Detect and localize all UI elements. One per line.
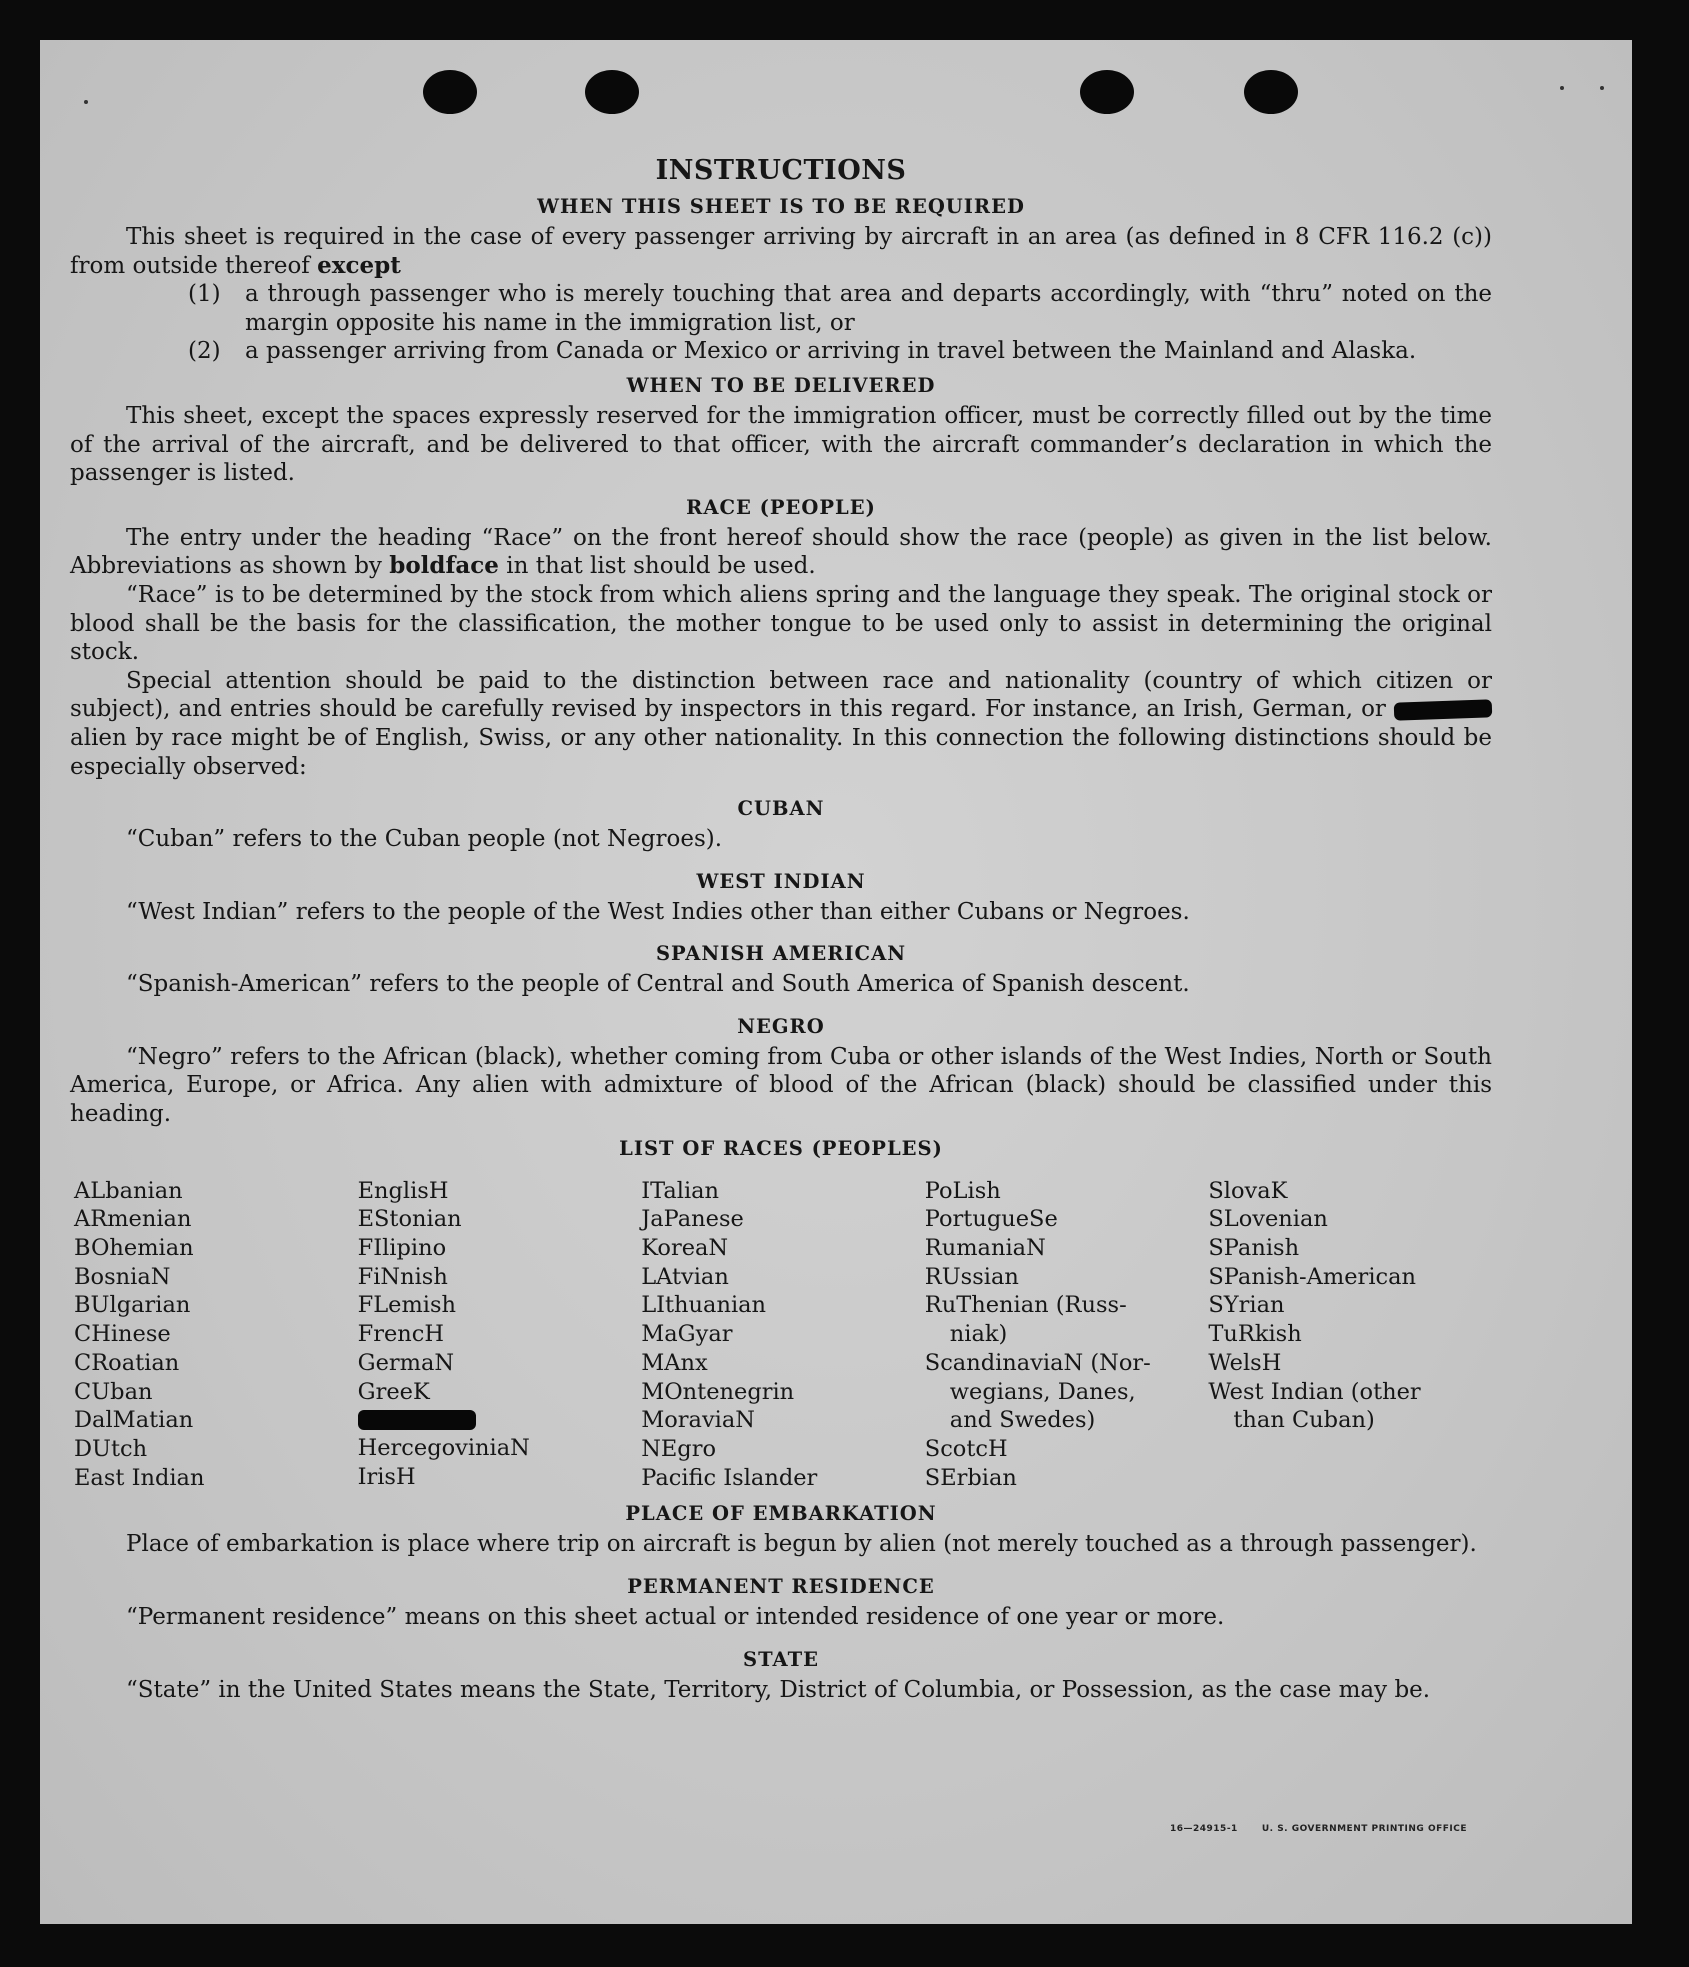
race-item: SLovenian xyxy=(1208,1206,1328,1233)
race-column xyxy=(1208,1177,1492,1493)
redaction-mark xyxy=(358,1410,476,1430)
cuban-text: “Cuban” refers to the Cuban people (not Negroes). xyxy=(126,826,723,853)
race-item: JaPanese xyxy=(641,1206,744,1233)
race-column xyxy=(358,1177,642,1493)
race-paragraph-2: “Race” is to be determined by the stock from which aliens spring and the language they speak. The original stock or blood shall be the basis for the classification, the mother tongue to be used only to assist in determining the original stock. xyxy=(70,581,1492,666)
race-item: BUlgarian xyxy=(74,1292,191,1319)
heading-negro: NEGRO xyxy=(737,1014,825,1038)
race-item: PortugueSe xyxy=(924,1206,1058,1233)
required-item: (1) a through passenger who is merely touching that area and departs accordingly, with “thru” noted on the margin opposite his name in the immigration list, or xyxy=(188,281,1492,336)
west-indian-text: “West Indian” refers to the people of the West Indies other than either Cubans or Negroes. xyxy=(126,898,1190,925)
race-item: FLemish xyxy=(357,1292,457,1319)
speck xyxy=(1600,86,1604,90)
heading-race: RACE (PEOPLE) xyxy=(686,495,876,519)
state-text: “State” in the United States means the State, Territory, District of Columbia, or Possession, as the case may be. xyxy=(126,1676,1431,1703)
race-column xyxy=(74,1177,358,1493)
race-item: DUtch xyxy=(74,1435,148,1462)
race-item: ScandinaviaN (Nor- xyxy=(924,1349,1151,1376)
speck xyxy=(1560,86,1564,90)
race-item: ScotcH xyxy=(924,1435,1008,1462)
race-item: ALbanian xyxy=(74,1177,183,1204)
race-item: BosniaN xyxy=(74,1263,171,1290)
race-item-continued: niak) xyxy=(949,1321,1008,1348)
required-intro: This sheet is required in the case of every passenger arriving by aircraft in an area (as defined in 8 CFR 116.2 (c)) from outside thereof except xyxy=(70,224,1492,279)
race-item: SPanish-American xyxy=(1208,1263,1417,1290)
print-footer xyxy=(1146,1824,1467,1834)
punch-hole xyxy=(585,70,639,114)
document-body xyxy=(70,155,1492,1704)
race-item: IrisH xyxy=(357,1463,416,1490)
negro-text: “Negro” refers to the African (black), whether coming from Cuba or other islands of the West Indies, North or South America, Europe, or Africa. Any alien with admixture of blood of the African (black) should be classified under this heading. xyxy=(70,1043,1492,1128)
race-item: CRoatian xyxy=(74,1349,180,1376)
race-list xyxy=(74,1177,1492,1493)
race-item: WelsH xyxy=(1208,1349,1282,1376)
race-item: SPanish xyxy=(1208,1235,1300,1262)
heading-state: STATE xyxy=(743,1647,819,1671)
race-item: MAnx xyxy=(641,1349,708,1376)
race-item: TuRkish xyxy=(1208,1321,1302,1348)
heading-required: WHEN THIS SHEET IS TO BE REQUIRED xyxy=(537,195,1025,218)
spanish-american-text: “Spanish-American” refers to the people of Central and South America of Spanish descent. xyxy=(126,971,1190,998)
race-item: HercegoviniaN xyxy=(357,1435,530,1462)
heading-cuban: CUBAN xyxy=(737,797,825,821)
race-item: FiNnish xyxy=(357,1263,448,1290)
heading-delivered: WHEN TO BE DELIVERED xyxy=(626,373,936,397)
heading-embarkation: PLACE OF EMBARKATION xyxy=(625,1502,937,1526)
document-page xyxy=(40,40,1632,1924)
race-item: West Indian (other xyxy=(1208,1378,1421,1405)
race-item: RumaniaN xyxy=(924,1235,1046,1262)
speck xyxy=(84,100,88,104)
race-item: GermaN xyxy=(357,1349,455,1376)
race-item: RUssian xyxy=(924,1263,1019,1290)
punch-hole xyxy=(1080,70,1134,114)
printer-imprint: U. S. GOVERNMENT PRINTING OFFICE xyxy=(1261,1824,1467,1834)
race-item: LIthuanian xyxy=(641,1292,767,1319)
race-item: DalMatian xyxy=(74,1407,194,1434)
race-item: NEgro xyxy=(641,1435,717,1462)
delivered-text: This sheet, except the spaces expressly reserved for the immigration officer, must be correctly filled out by the time of the arrival of the aircraft, and be delivered to that officer, with the aircraft commander’s declaration in which the passenger is listed. xyxy=(70,402,1492,487)
race-item: SYrian xyxy=(1208,1292,1285,1319)
race-item: ITalian xyxy=(641,1177,720,1204)
race-item: RuThenian (Russ- xyxy=(924,1292,1127,1319)
race-column xyxy=(925,1177,1209,1493)
race-paragraph-1: The entry under the heading “Race” on the front hereof should show the race (people) as given in the list below. Abbreviations as shown by boldface in that list should be used. xyxy=(70,524,1492,580)
race-item: PoLish xyxy=(924,1177,1001,1204)
race-item-continued: wegians, Danes, xyxy=(949,1378,1136,1405)
race-item: FIlipino xyxy=(357,1235,447,1262)
race-item: CUban xyxy=(74,1378,153,1405)
race-item: EStonian xyxy=(357,1206,462,1233)
page-title: INSTRUCTIONS xyxy=(655,155,907,186)
race-item: ARmenian xyxy=(74,1206,192,1233)
race-item: SlovaK xyxy=(1208,1177,1288,1204)
race-item: East Indian xyxy=(74,1464,205,1491)
race-paragraph-3: Special attention should be paid to the distinction between race and nationality (country of which citizen or subject), and entries should be carefully revised by inspectors in this regard. For instance, an Irish, German, or alien by race might be of English, Swiss, or any other nationality. In this connection the following distinctions should be especially observed: xyxy=(70,667,1492,780)
race-item: LAtvian xyxy=(641,1263,729,1290)
punch-hole xyxy=(423,70,477,114)
race-item: MaGyar xyxy=(641,1321,733,1348)
heading-west-indian: WEST INDIAN xyxy=(696,869,866,893)
race-item: KoreaN xyxy=(641,1235,729,1262)
race-item: Pacific Islander xyxy=(641,1464,818,1491)
heading-list: LIST OF RACES (PEOPLES) xyxy=(619,1136,943,1160)
race-item: GreeK xyxy=(357,1378,430,1405)
punch-hole xyxy=(1244,70,1298,114)
race-item: MoraviaN xyxy=(641,1407,755,1434)
race-column xyxy=(641,1177,925,1493)
race-item: FrencH xyxy=(357,1321,444,1348)
race-item-continued: and Swedes) xyxy=(949,1407,1096,1434)
heading-spanish-american: SPANISH AMERICAN xyxy=(655,942,907,966)
race-item-continued: than Cuban) xyxy=(1233,1407,1375,1434)
embarkation-text: Place of embarkation is place where trip on aircraft is begun by alien (not merely touched as a through passenger). xyxy=(126,1531,1477,1558)
race-item: SErbian xyxy=(924,1464,1017,1491)
form-code: 16—24915-1 xyxy=(1169,1824,1238,1834)
redaction-mark xyxy=(1394,700,1493,721)
heading-residence: PERMANENT RESIDENCE xyxy=(627,1574,935,1598)
required-item: (2) a passenger arriving from Canada or Mexico or arriving in travel between the Mainland and Alaska. xyxy=(188,338,1417,365)
residence-text: “Permanent residence” means on this sheet actual or intended residence of one year or more. xyxy=(126,1603,1225,1630)
race-item: CHinese xyxy=(74,1321,171,1348)
race-item: EnglisH xyxy=(357,1177,449,1204)
race-item: BOhemian xyxy=(74,1235,194,1262)
race-item: MOntenegrin xyxy=(641,1378,795,1405)
